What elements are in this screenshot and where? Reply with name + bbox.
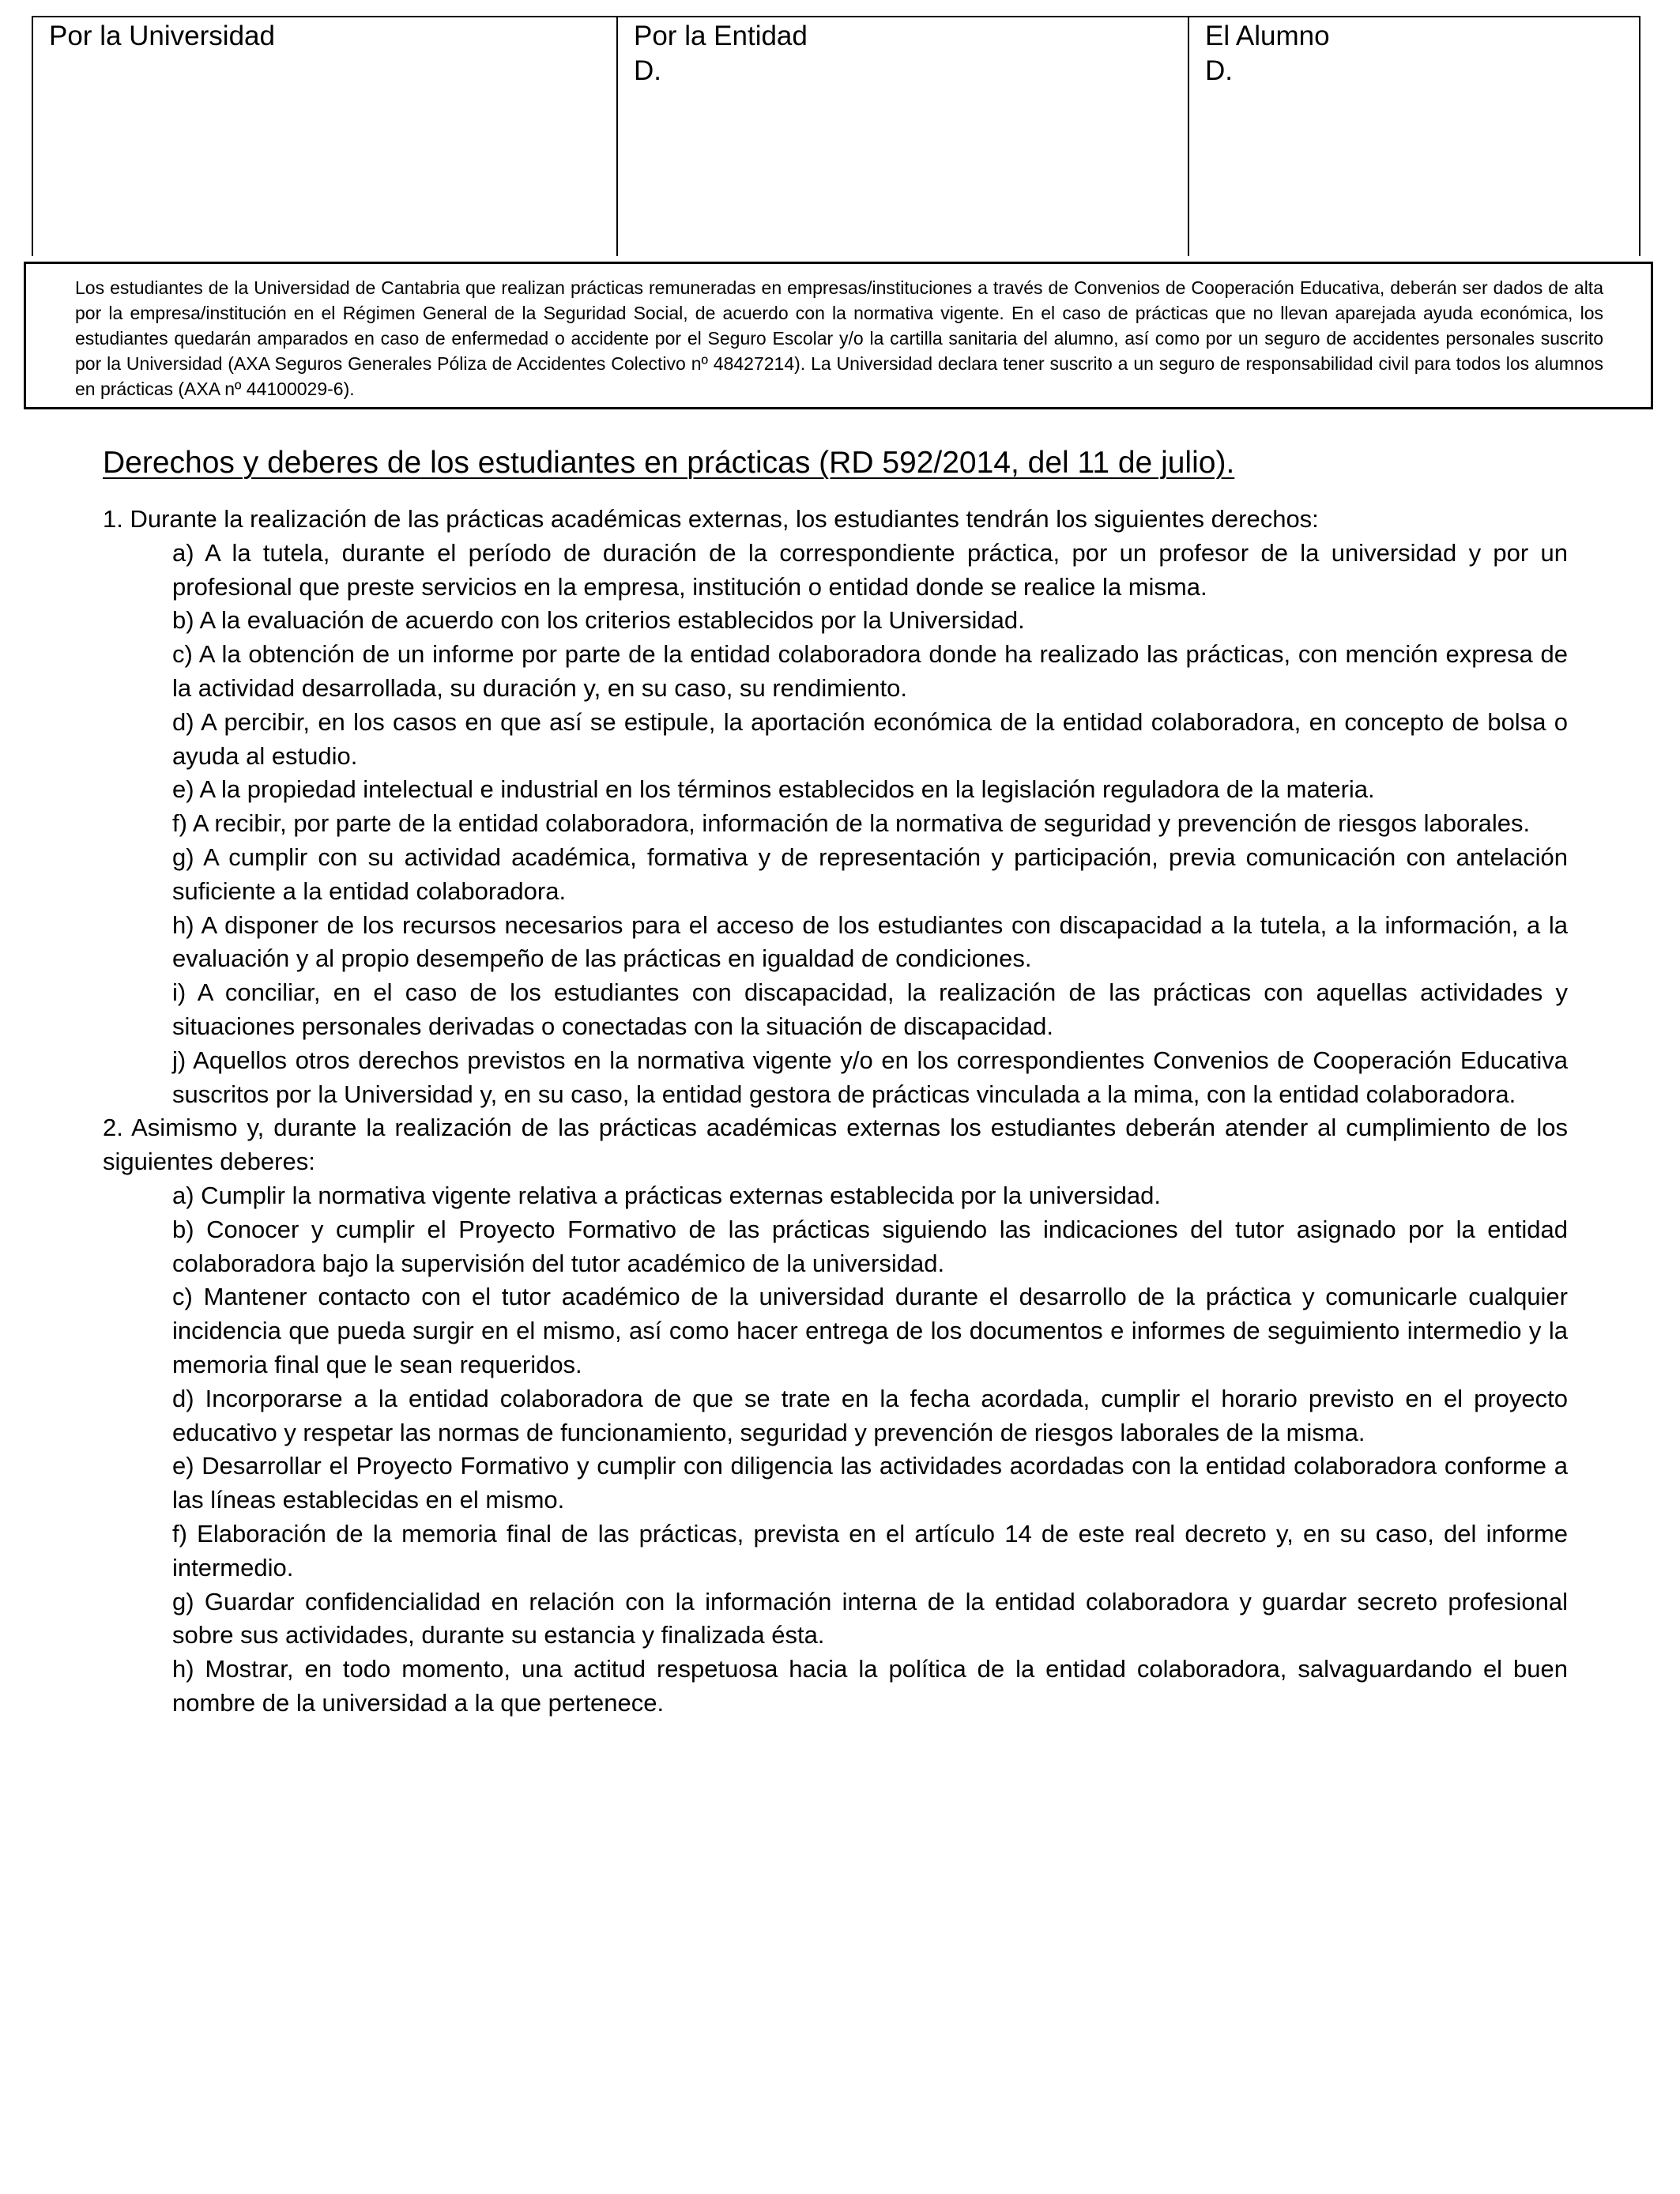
rights-item: d) A percibir, en los casos en que así se estipule, la aportación económica de la entidad colaboradora, en concepto de bolsa o ayuda al estudio. [172, 707, 1568, 770]
duties-item: h) Mostrar, en todo momento, una actitud respetuosa hacia la política de la entidad colaboradora, salvaguardando el buen nombre de la universidad a la que pertenece. [172, 1655, 1568, 1717]
signature-cell-university[interactable] [32, 17, 616, 256]
rights-item: g) A cumplir con su actividad académica, formativa y de representación y participación, previa comunicación con antelación suficiente a la entidad colaboradora. [172, 843, 1568, 905]
duties-item: f) Elaboración de la memoria final de las prácticas, prevista en el artículo 14 de este real decreto y, en su caso, del informe intermedio. [172, 1519, 1568, 1581]
duties-item: g) Guardar confidencialidad en relación con la información interna de la entidad colaboradora y guardar secreto profesional sobre sus actividades, durante su estancia y finalizada ésta. [172, 1587, 1568, 1649]
duties-item: d) Incorporarse a la entidad colaboradora de que se trate en la fecha acordada, cumplir el horario previsto en el proyecto educativo y respetar las normas de funcionamiento, seguridad y prevención de riesgos laborales de la misma. [172, 1384, 1568, 1446]
duties-item: c) Mantener contacto con el tutor académico de la universidad durante el desarrollo de la práctica y comunicarle cualquier incidencia que pueda surgir en el mismo, así como hacer entrega de los documentos e informes de seguimiento intermedio y la memoria final que le sean requeridos. [172, 1283, 1568, 1378]
signature-name-entity: D. [634, 55, 661, 86]
signature-label-student: El Alumno [1205, 21, 1330, 51]
signature-name-student: D. [1205, 55, 1233, 86]
duties-item: a) Cumplir la normativa vigente relativa a prácticas externas establecida por la universidad. [172, 1181, 1161, 1209]
rights-item: a) A la tutela, durante el período de duración de la correspondiente práctica, por un profesor de la universidad y por un profesional que preste servicios en la empresa, institución o entidad donde se realice la misma. [172, 538, 1568, 601]
rights-item: e) A la propiedad intelectual e industrial en los términos establecidos en la legislación reguladora de la materia. [172, 775, 1375, 804]
rights-intro: 1. Durante la realización de las prácticas académicas externas, los estudiantes tendrán los siguientes derechos: [103, 505, 1319, 533]
duties-item: b) Conocer y cumplir el Proyecto Formativo de las prácticas siguiendo las indicaciones del tutor asignado por la entidad colaboradora bajo la supervisión del tutor académico de la universidad. [172, 1215, 1568, 1277]
signature-label-entity: Por la Entidad [634, 21, 808, 51]
rights-item: h) A disponer de los recursos necesarios para el acceso de los estudiantes con discapacidad a la tutela, a la información, a la evaluación y al propio desempeño de las prácticas en igualdad de condiciones. [172, 910, 1568, 973]
signature-cell-student[interactable] [1188, 17, 1640, 256]
signature-cell-entity[interactable] [616, 17, 1188, 256]
duties-item: e) Desarrollar el Proyecto Formativo y cumplir con diligencia las actividades acordadas con la entidad colaboradora conforme a las líneas establecidas en el mismo. [172, 1452, 1568, 1514]
signature-label-university: Por la Universidad [49, 21, 275, 51]
document-body [103, 439, 1568, 1721]
insurance-notice: Los estudiantes de la Universidad de Cantabria que realizan prácticas remuneradas en empresas/instituciones a través de Convenios de Cooperación Educativa, deberán ser dados de alta por la empresa/institución en el Régimen General de la Seguridad Social, de acuerdo con la normativa vigente. En el caso de prácticas que no llevan aparejada ayuda económica, los estudiantes quedarán amparados en caso de enfermedad o accidente por el Seguro Escolar y/o la cartilla sanitaria del alumno, así como por un seguro de accidentes personales suscrito por la Universidad (AXA Seguros Generales Póliza de Accidentes Colectivo nº 48427214). La Universidad declara tener suscrito a un seguro de responsabilidad civil para todos los alumnos en prácticas (AXA nº 44100029-6). [24, 262, 1653, 409]
rights-item: b) A la evaluación de acuerdo con los criterios establecidos por la Universidad. [172, 606, 1025, 635]
rights-item: i) A conciliar, en el caso de los estudiantes con discapacidad, la realización de las prácticas con aquellas actividades y situaciones personales derivadas o conectadas con la situación de discapacidad. [172, 978, 1568, 1040]
page-title: Derechos y deberes de los estudiantes en prácticas (RD 592/2014, del 11 de julio). [103, 446, 1235, 480]
rights-item: j) Aquellos otros derechos previstos en la normativa vigente y/o en los correspondientes Convenios de Cooperación Educativa suscritos por la Universidad y, en su caso, la entidad gestora de prácticas vinculada a la mima, con la entidad colaboradora. [172, 1046, 1568, 1108]
rights-item: f) A recibir, por parte de la entidad colaboradora, información de la normativa de seguridad y prevención de riesgos laborales. [172, 809, 1531, 838]
rights-item: c) A la obtención de un informe por parte de la entidad colaboradora donde ha realizado las prácticas, con mención expresa de la actividad desarrollada, su duración y, en su caso, su rendimiento. [172, 640, 1568, 702]
signature-table [32, 16, 1640, 254]
duties-intro: 2. Asimismo y, durante la realización de las prácticas académicas externas los estudiantes deberán atender al cumplimiento de los siguientes deberes: [103, 1114, 1568, 1176]
